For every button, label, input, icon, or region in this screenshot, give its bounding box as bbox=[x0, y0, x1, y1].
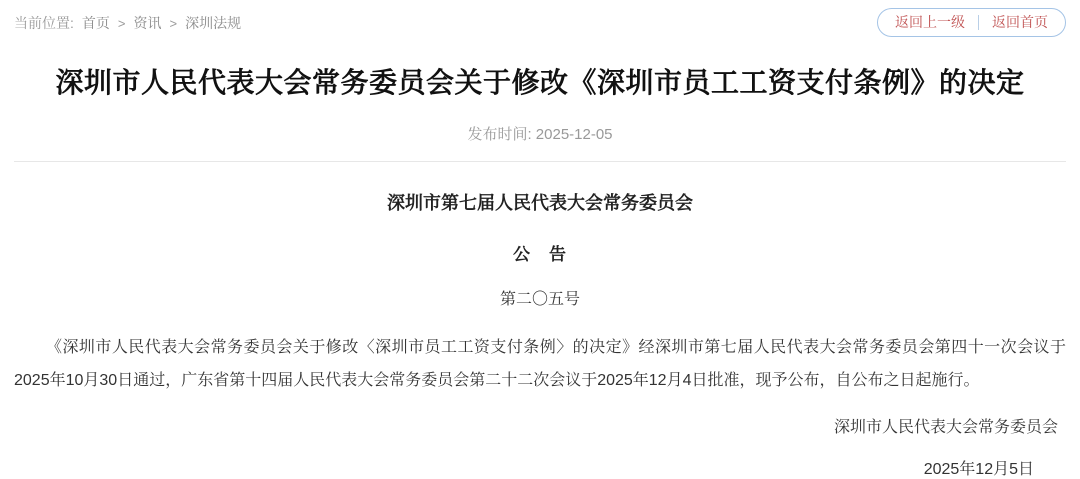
back-home-button[interactable]: 返回首页 bbox=[979, 9, 1061, 36]
breadcrumb-label: 当前位置: bbox=[14, 15, 74, 31]
body-paragraph: 《深圳市人民代表大会常务委员会关于修改〈深圳市员工工资支付条例〉的决定》经深圳市第七届人民代表大会常务委员会第四十一次会议于2025年10月30日通过，广东省第十四届人民代表大会常务委员会第二十二次会议于2025年12月4日批准，现予公布，自公布之日起施行。 bbox=[14, 339, 1066, 389]
publish-time: 发布时间: 2025-12-05 bbox=[467, 126, 613, 143]
article-body bbox=[0, 189, 1080, 479]
back-parent-button[interactable]: 返回上一级 bbox=[882, 9, 978, 36]
breadcrumb-separator: > bbox=[169, 15, 178, 31]
signature-date: 2025年12月5日 bbox=[923, 461, 1034, 478]
back-button-group bbox=[877, 8, 1066, 37]
breadcrumb-item-news[interactable]: 资讯 bbox=[133, 15, 162, 31]
horizontal-divider bbox=[14, 161, 1066, 162]
breadcrumb-separator: > bbox=[117, 15, 126, 31]
article-title: 深圳市人民代表大会常务委员会关于修改《深圳市员工工资支付条例》的决定 bbox=[55, 67, 1025, 98]
breadcrumb-item-shenzhen-laws[interactable]: 深圳法规 bbox=[185, 15, 242, 31]
issuer-heading: 深圳市第七届人民代表大会常务委员会 bbox=[387, 193, 693, 213]
top-bar bbox=[0, 0, 1080, 37]
doc-type-heading: 公 告 bbox=[513, 245, 567, 264]
doc-number: 第二〇五号 bbox=[499, 291, 580, 308]
breadcrumb-item-home[interactable]: 首页 bbox=[81, 15, 110, 31]
signature-line: 深圳市人民代表大会常务委员会 bbox=[833, 419, 1058, 436]
breadcrumb bbox=[14, 8, 241, 33]
